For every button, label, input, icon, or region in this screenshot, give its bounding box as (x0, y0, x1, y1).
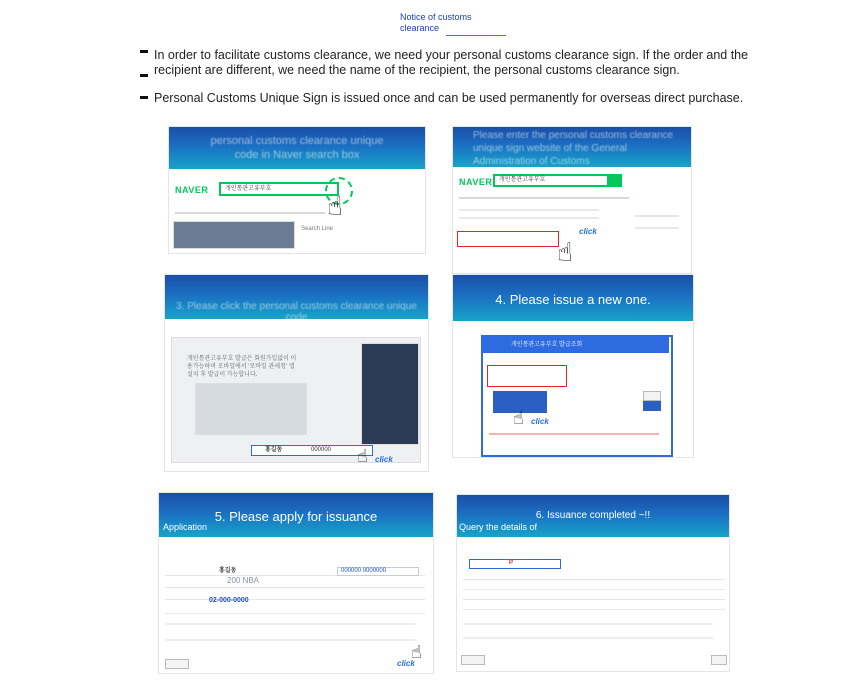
step-6-banner (457, 495, 729, 537)
side-snippet: Search Line (301, 226, 334, 232)
step-4-banner (453, 275, 693, 321)
click-label: click (579, 227, 597, 236)
form-row (165, 579, 425, 588)
form-row (463, 601, 725, 610)
pointer-hand-icon: ☝ (411, 642, 422, 662)
id-number-value: 000000 0000000 (341, 568, 387, 574)
step-3-banner (165, 275, 428, 323)
form-row (463, 591, 725, 600)
step-6-panel (456, 494, 730, 672)
bullet-marker (140, 96, 148, 99)
nav-strip (175, 212, 325, 214)
step-3-caption: 3. Please click the personal customs clearance unique code (176, 301, 417, 323)
result-line (459, 209, 599, 211)
form-row (463, 571, 725, 580)
query-button[interactable] (643, 391, 661, 401)
step-2-banner (453, 127, 691, 167)
click-label: click (375, 455, 393, 464)
warning-line (489, 433, 659, 435)
search-query: 개인통관고유부호 (499, 177, 546, 183)
notice-title[interactable] (400, 12, 490, 36)
form-row (165, 591, 425, 600)
terms-line (463, 637, 713, 639)
intro-paragraph-2: Personal Customs Unique Sign is issued once and can be used permanently for overseas direct purchase. (154, 91, 744, 105)
click-label: click (531, 417, 549, 426)
code-result-box (469, 559, 561, 569)
highlight-box (487, 365, 567, 387)
confirm-button[interactable] (711, 655, 727, 665)
sidebar-line (635, 215, 679, 217)
site-headline: 개인통관고유부호 발급은 회원가입없이 이용가능하며 모바일에서 '모바일 관세청' 앱 설치 후 발급이 가능합니다. (187, 356, 297, 378)
id-value: 000000 (311, 447, 332, 453)
pointer-hand-icon: ☝ (557, 237, 573, 267)
confirm-button[interactable] (643, 401, 661, 411)
result-line (459, 217, 599, 219)
step-1-panel (168, 126, 426, 254)
laptop-illustration (195, 383, 307, 435)
pointer-hand-icon: ☝ (327, 191, 343, 221)
phone-value: 02-000-0000 (209, 597, 249, 604)
step-5-panel (158, 492, 434, 674)
notice-title-text[interactable]: Notice of customs clearance (400, 12, 472, 33)
step-1-banner (169, 127, 425, 169)
step-2-caption: Please enter the personal customs clearance unique sign website of the General Administration of Customs (473, 130, 674, 167)
code-value: P (509, 560, 514, 566)
step-5-subcaption: Application (163, 522, 208, 532)
bullet-marker (140, 74, 148, 77)
step-6-caption: 6. Issuance completed ~!! (535, 510, 651, 521)
dialog-title: 개인통관고유부호 발급조회 (511, 342, 583, 348)
form-row (165, 605, 425, 614)
step-4-caption: 4. Please issue a new one. (495, 292, 651, 307)
terms-line (165, 639, 415, 641)
cancel-button[interactable] (165, 659, 189, 669)
naver-search-box[interactable] (493, 174, 609, 187)
step-1-caption: personal customs clearance unique code in Naver search box (210, 135, 384, 161)
sidebar-line (635, 227, 679, 229)
step-5-banner (159, 493, 433, 537)
notice-underline (446, 35, 506, 36)
form-row (463, 581, 725, 590)
bullet-marker (140, 50, 148, 53)
step-2-panel (452, 126, 692, 274)
click-label: click (397, 659, 415, 668)
name-value: 홍길동 (219, 568, 237, 574)
pointer-hand-icon: ☝ (513, 408, 524, 428)
nav-strip (459, 197, 629, 199)
address-value: 200 NBA (227, 576, 260, 585)
pointer-hand-icon: ☝ (357, 446, 368, 466)
search-query: 개인통관고유부호 (225, 186, 272, 192)
step-5-caption: 5. Please apply for issuance (214, 509, 378, 524)
news-thumbnail (173, 221, 295, 249)
terms-line (463, 623, 713, 625)
name-value: 홍길동 (265, 447, 283, 453)
step-4-panel (452, 274, 694, 458)
highlight-box (457, 231, 559, 247)
step-3-panel (164, 274, 429, 472)
intro-paragraph-1: In order to facilitate customs clearance, we need your personal customs clearance sign. If the order and the recipient are different, we need the name of the recipient, the personal customs clearance sign. (154, 48, 749, 77)
naver-search-box[interactable] (219, 182, 339, 196)
back-button[interactable] (461, 655, 485, 665)
terms-line (165, 623, 415, 625)
step-6-subcaption: Query the details of (459, 522, 538, 532)
search-button[interactable] (609, 174, 622, 187)
naver-logo: NAVER (459, 177, 493, 187)
mobile-promo (361, 343, 419, 445)
naver-logo: NAVER (175, 185, 209, 195)
